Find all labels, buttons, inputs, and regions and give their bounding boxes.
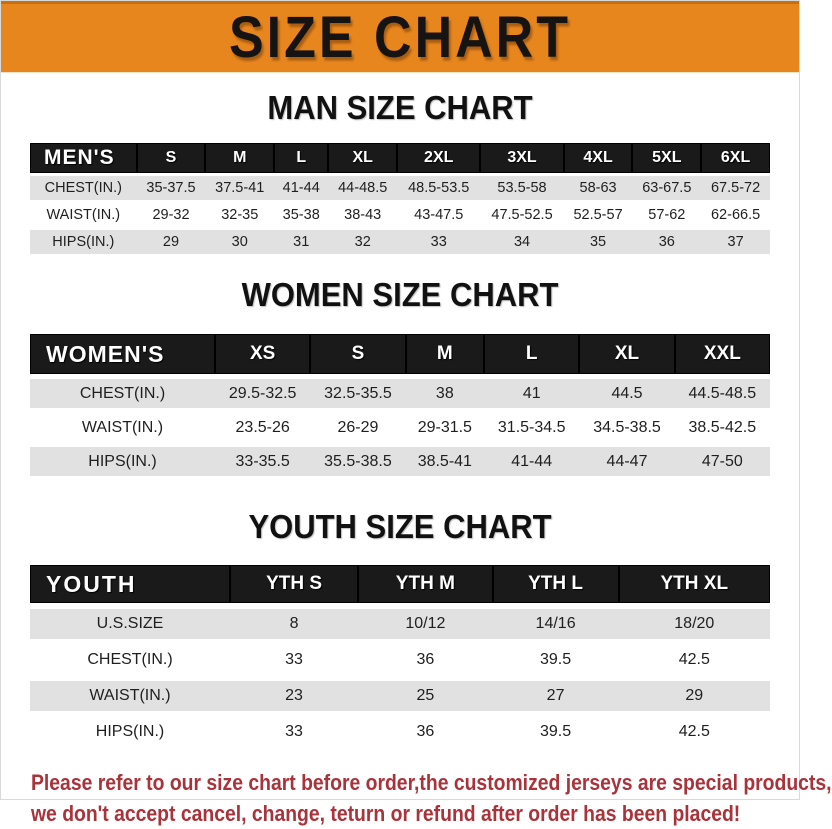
row-label: U.S.SIZE [30,609,230,639]
size-value-cell: 26-29 [310,413,405,442]
size-value-cell: 41-44 [274,176,328,200]
size-value-cell: 31.5-34.5 [484,413,579,442]
row-label: WAIST(IN.) [30,413,215,442]
size-column-header: M [406,334,484,374]
size-value-cell: 29-31.5 [406,413,484,442]
size-value-cell: 35-38 [274,203,328,227]
size-value-cell: 41 [484,379,579,408]
header-row [30,334,770,374]
size-value-cell: 38.5-41 [406,447,484,476]
size-value-cell: 52.5-57 [564,203,633,227]
size-value-cell: 33 [230,717,358,747]
size-value-cell: 27 [493,681,619,711]
size-value-cell: 44.5 [579,379,674,408]
size-value-cell: 29.5-32.5 [215,379,310,408]
disclaimer-line-1: Please refer to our size chart before order,the customized jerseys are special products, [31,770,832,795]
size-value-cell: 8 [230,609,358,639]
women-size-chart-section [1,277,799,481]
measurement-row [30,645,770,675]
banner-title: SIZE CHART [229,5,571,71]
size-value-cell: 35.5-38.5 [310,447,405,476]
size-value-cell: 33 [230,645,358,675]
size-value-cell: 25 [358,681,492,711]
row-label: CHEST(IN.) [30,176,137,200]
size-value-cell: 62-66.5 [701,203,770,227]
size-column-header: YTH S [230,565,358,603]
size-value-cell: 33 [397,230,480,254]
youth-size-table [30,559,770,753]
size-value-cell: 38.5-42.5 [675,413,770,442]
size-value-cell: 47-50 [675,447,770,476]
size-value-cell: 48.5-53.5 [397,176,480,200]
size-column-header: 3XL [480,143,563,173]
table-corner-label: WOMEN'S [30,334,215,374]
size-value-cell: 31 [274,230,328,254]
size-column-header: 5XL [632,143,701,173]
size-value-cell: 35 [564,230,633,254]
row-label: HIPS(IN.) [30,230,137,254]
size-value-cell: 33-35.5 [215,447,310,476]
men-size-table [30,140,770,257]
size-column-header: 2XL [397,143,480,173]
table-corner-label: YOUTH [30,565,230,603]
size-value-cell: 18/20 [619,609,770,639]
size-value-cell: 32 [328,230,397,254]
size-column-header: YTH L [493,565,619,603]
size-column-header: XL [328,143,397,173]
women-size-chart-title: WOMEN SIZE CHART [241,275,559,314]
size-value-cell: 10/12 [358,609,492,639]
size-value-cell: 44.5-48.5 [675,379,770,408]
size-value-cell: 35-37.5 [137,176,206,200]
measurement-row [30,203,770,227]
youth-size-chart-section [1,509,799,753]
row-label: WAIST(IN.) [30,681,230,711]
row-label: CHEST(IN.) [30,645,230,675]
size-column-header: XL [579,334,674,374]
measurement-row [30,230,770,254]
row-label: HIPS(IN.) [30,717,230,747]
size-column-header: S [310,334,405,374]
size-value-cell: 29 [137,230,206,254]
size-value-cell: 36 [358,645,492,675]
size-value-cell: 23.5-26 [215,413,310,442]
size-value-cell: 34.5-38.5 [579,413,674,442]
size-value-cell: 14/16 [493,609,619,639]
size-value-cell: 29 [619,681,770,711]
size-value-cell: 34 [480,230,563,254]
size-column-header: L [274,143,328,173]
size-value-cell: 29-32 [137,203,206,227]
size-value-cell: 39.5 [493,645,619,675]
man-size-chart-section [1,90,799,257]
size-value-cell: 57-62 [632,203,701,227]
row-label: WAIST(IN.) [30,203,137,227]
size-value-cell: 39.5 [493,717,619,747]
size-column-header: 6XL [701,143,770,173]
row-label: HIPS(IN.) [30,447,215,476]
size-value-cell: 43-47.5 [397,203,480,227]
size-column-header: 4XL [564,143,633,173]
size-column-header: L [484,334,579,374]
size-column-header: YTH XL [619,565,770,603]
measurement-row [30,447,770,476]
measurement-row [30,717,770,747]
size-value-cell: 58-63 [564,176,633,200]
measurement-row [30,681,770,711]
size-chart-banner [1,1,799,72]
measurement-row [30,609,770,639]
size-value-cell: 38-43 [328,203,397,227]
size-value-cell: 67.5-72 [701,176,770,200]
size-value-cell: 36 [358,717,492,747]
youth-size-chart-title: YOUTH SIZE CHART [248,507,552,546]
size-column-header: M [205,143,274,173]
size-column-header: YTH M [358,565,492,603]
disclaimer-line-2: we don't accept cancel, change, teturn or refund after order has been placed! [31,801,741,827]
size-value-cell: 47.5-52.5 [480,203,563,227]
size-value-cell: 53.5-58 [480,176,563,200]
size-value-cell: 23 [230,681,358,711]
measurement-row [30,379,770,408]
size-value-cell: 32-35 [205,203,274,227]
size-column-header: XXL [675,334,770,374]
size-column-header: S [137,143,206,173]
size-value-cell: 37 [701,230,770,254]
size-value-cell: 44-47 [579,447,674,476]
header-row [30,565,770,603]
measurement-row [30,176,770,200]
size-value-cell: 37.5-41 [205,176,274,200]
size-value-cell: 42.5 [619,717,770,747]
disclaimer [31,767,832,829]
size-value-cell: 63-67.5 [632,176,701,200]
women-size-table [30,329,770,481]
size-value-cell: 30 [205,230,274,254]
size-value-cell: 36 [632,230,701,254]
size-value-cell: 44-48.5 [328,176,397,200]
row-label: CHEST(IN.) [30,379,215,408]
size-value-cell: 42.5 [619,645,770,675]
size-value-cell: 41-44 [484,447,579,476]
size-value-cell: 38 [406,379,484,408]
header-row [30,143,770,173]
size-value-cell: 32.5-35.5 [310,379,405,408]
man-size-chart-title: MAN SIZE CHART [267,88,533,127]
measurement-row [30,413,770,442]
table-corner-label: MEN'S [30,143,137,173]
size-column-header: XS [215,334,310,374]
